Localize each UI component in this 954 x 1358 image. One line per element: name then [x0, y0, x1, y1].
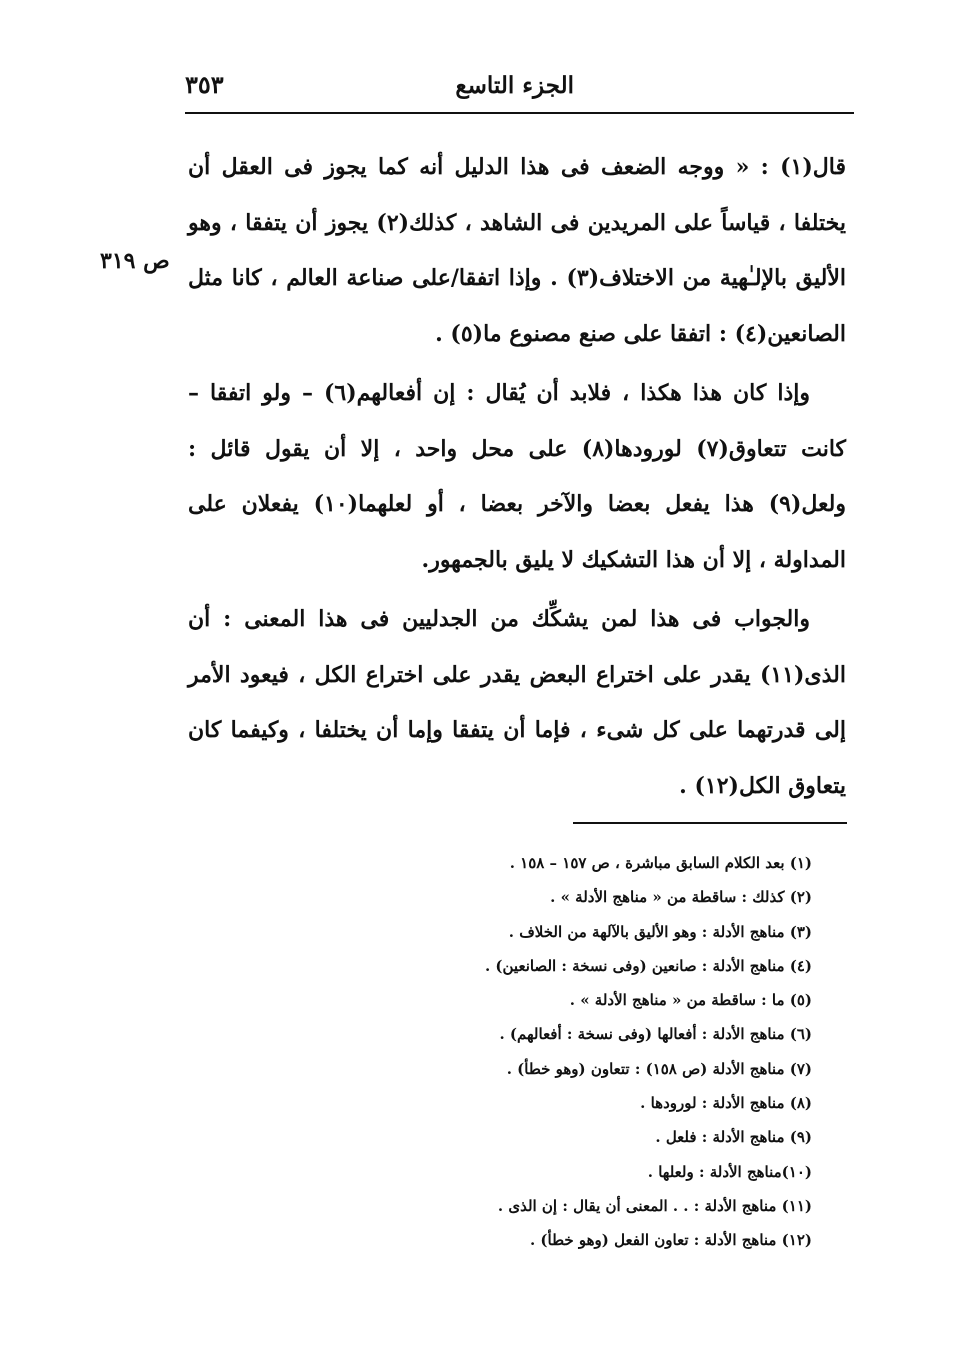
header-rule [185, 112, 854, 114]
footnote: (١) بعد الكلام السابق مباشرة ، ص ١٥٧ – ١٥٨ . [509, 854, 812, 872]
footnote: (١١) مناهج الأدلة : . . المعنى أن يقال : إن الذى . [497, 1196, 812, 1215]
footnote: (٥) ما : ساقطة من « مناهج الأدلة » . [569, 991, 812, 1010]
footnote: (٧) مناهج الأدلة (ص ١٥٨) : تتعاون (وهو خطأ) . [506, 1059, 812, 1078]
footnote: (٩) مناهج الأدلة : فلعل . [655, 1128, 812, 1147]
footnotes [392, 846, 812, 1258]
footnote: (٣) مناهج الأدلة : وهو الأليق بالآلهة من الخلاف . [508, 922, 812, 941]
footnote: (٤) مناهج الأدلة : صانعين (وفى نسخة : الصانعين) . [484, 956, 812, 975]
margin-page-reference: ص ٣١٩ [100, 248, 170, 274]
page-header [185, 66, 854, 112]
footnote-separator [573, 822, 847, 824]
footnote: (٦) مناهج الأدلة : أفعالها (وفى نسخة : أفعالهم) . [499, 1025, 812, 1044]
running-title: الجزء التاسع [455, 72, 574, 99]
footnote: (٨) مناهج الأدلة : لورودها . [640, 1094, 812, 1113]
paragraph: قال(١) : « ووجه الضعف فى هذا الدليل أنه كما يجوز فى العقل أن يختلفا ، قياساً على المريدين فى الشاهد ، كذلك(٢) يجوز أن يتفقا ، وهو الأليق بالإلـٰهية من الاختلاف(٣) . وإذا اتفقا/على صناعة العالم ، كانا مثل الصانعين(٤) : اتفقا على صنع مصنوع ما(٥) . [188, 154, 846, 347]
paragraph: وإذا كان هذا هكذا ، فلابد أن يُقال : إن أفعالهم(٦) – ولو اتفقا – كانت تتعاوق(٧) لورودها(٨) على محل واحد ، إلا أن يقول قائل : ولعل(٩) هذا يفعل بعضا والآخر بعضا ، أو لعلهما(١٠) يفعلان على المداولة ، إلا أن هذا التشكيك لا يليق بالجمهور. [188, 380, 846, 573]
footnote: (١٠)مناهج الأدلة : ولعلها . [647, 1162, 812, 1181]
main-text [188, 140, 846, 818]
footnote: (١٢) مناهج الأدلة : تعاون الفعل (وهو خطأ) . [529, 1231, 812, 1250]
footnote: (٢) كذلك : ساقطة من « مناهج الأدلة » . [550, 888, 812, 907]
page-number: ٣٥٣ [185, 70, 224, 99]
paragraph: والجواب فى هذا لمن يشكِّك من الجدليين فى هذا المعنى : أن الذى(١١) يقدر على اختراع البعض يقدر على اختراع الكل ، فيعود الأمر إلى قدرتهما على كل شىء ، فإما أن يتفقا وإما أن يختلفا ، وكيفما كان يتعاوق الكل(١٢) . [188, 606, 846, 799]
